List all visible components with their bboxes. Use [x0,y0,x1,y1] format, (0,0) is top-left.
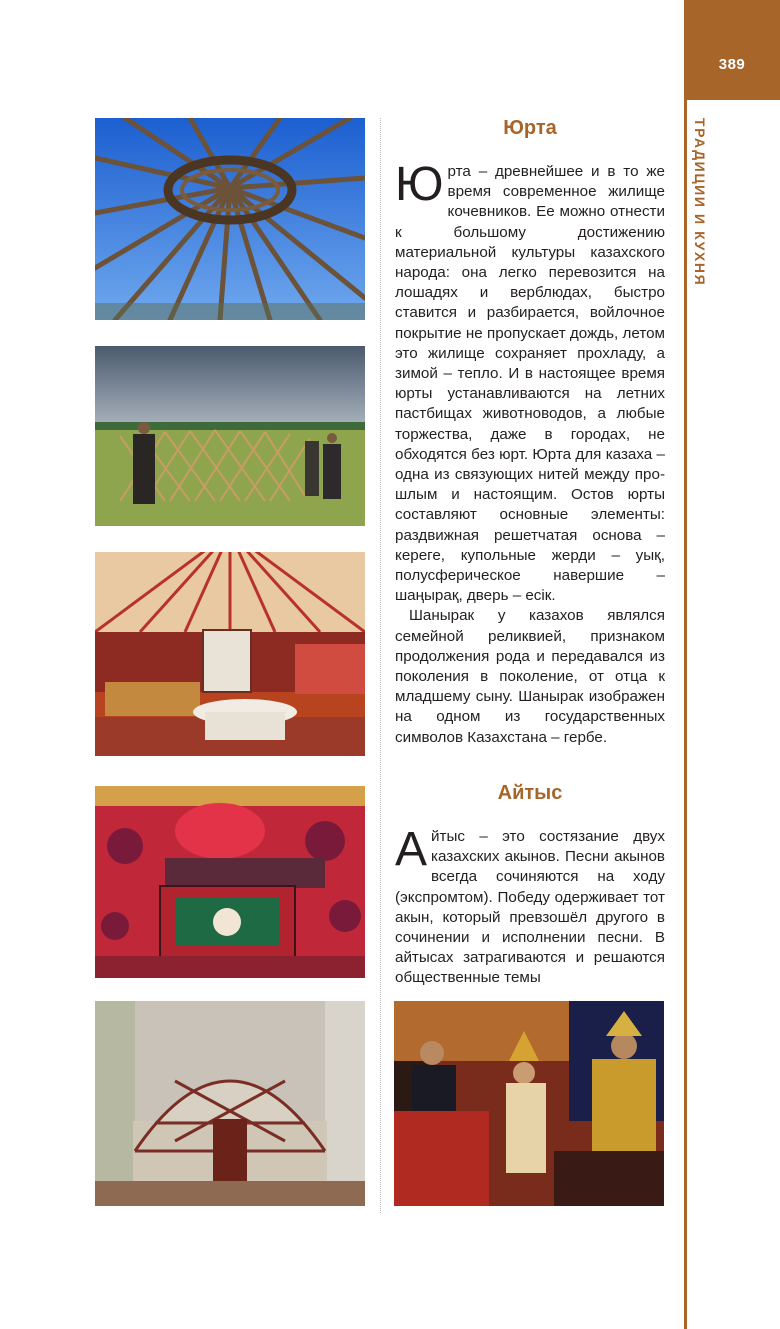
aitys-paragraph-1 [395,823,665,989]
section-label: ТРАДИЦИИ И КУХНЯ [692,118,708,287]
photo-ornamented-chest [95,786,365,978]
yurt-paragraph-1-text: рта – древнейшее и в то же время современное жилище кочевников. Ее можно отнести к большому достижению материальной культуры казахского народа: она легко перевозится на лошадях и верблюдах, быстро ставится и разбирается, войлочное покрытие не пропускает дождь, летом это жилище сохраняет прохладу, а зимой – тепло. И в настоящее время юрты устанавливаются на летних пастбищах животноводов, а любые торжества, даже в городах, не обходятся без юрт. Юрта для казаха – одна из связующих нитей между прошлым и настоящим. Остов юрты составляют основные элементы: раздвижная решетчатая основа – кереге, купольные жерди – уық, полусферическое навершие – шаңырақ, дверь – есік. [395,163,665,605]
yurt-paragraph-2: Шанырак у казахов являлся семейной реликвией, признаком продолжения рода и передавался из поколения в поколение, от отца к младшему сыну. Шанырак изображен на одном из государственных символов Казахстана – гербе. [395,607,665,746]
photo-shanyrak-dome [95,118,365,320]
yurt-heading: Юрта [503,117,557,139]
aitys-article [395,782,665,989]
column-divider [380,118,381,1213]
page-number: 389 [718,56,746,73]
photo-museum-yurt [95,1001,365,1206]
margin-rule [684,0,687,1329]
aitys-heading: Айтыс [497,782,563,804]
aitys-paragraph-1-text: йтыс – это состязание двух казахских акынов. Песни акынов всегда сочиняются на ходу (экспромтом). Победу одерживает тот акын, который превзошёл другого в сочинении и исполнении песни. В айтысах затрагиваются и решаются общественные темы [395,828,665,987]
photo-yurt-assembly [95,346,365,526]
photo-yurt-interior [95,552,365,756]
page-number-tab [684,0,780,100]
yurt-dropcap: Ю [395,158,444,211]
aitys-dropcap: А [395,823,428,876]
photo-aitys-performers [394,1001,664,1206]
aitys-body [395,823,665,989]
yurt-article [395,117,665,748]
yurt-paragraph-1 [395,158,665,606]
yurt-body [395,158,665,748]
